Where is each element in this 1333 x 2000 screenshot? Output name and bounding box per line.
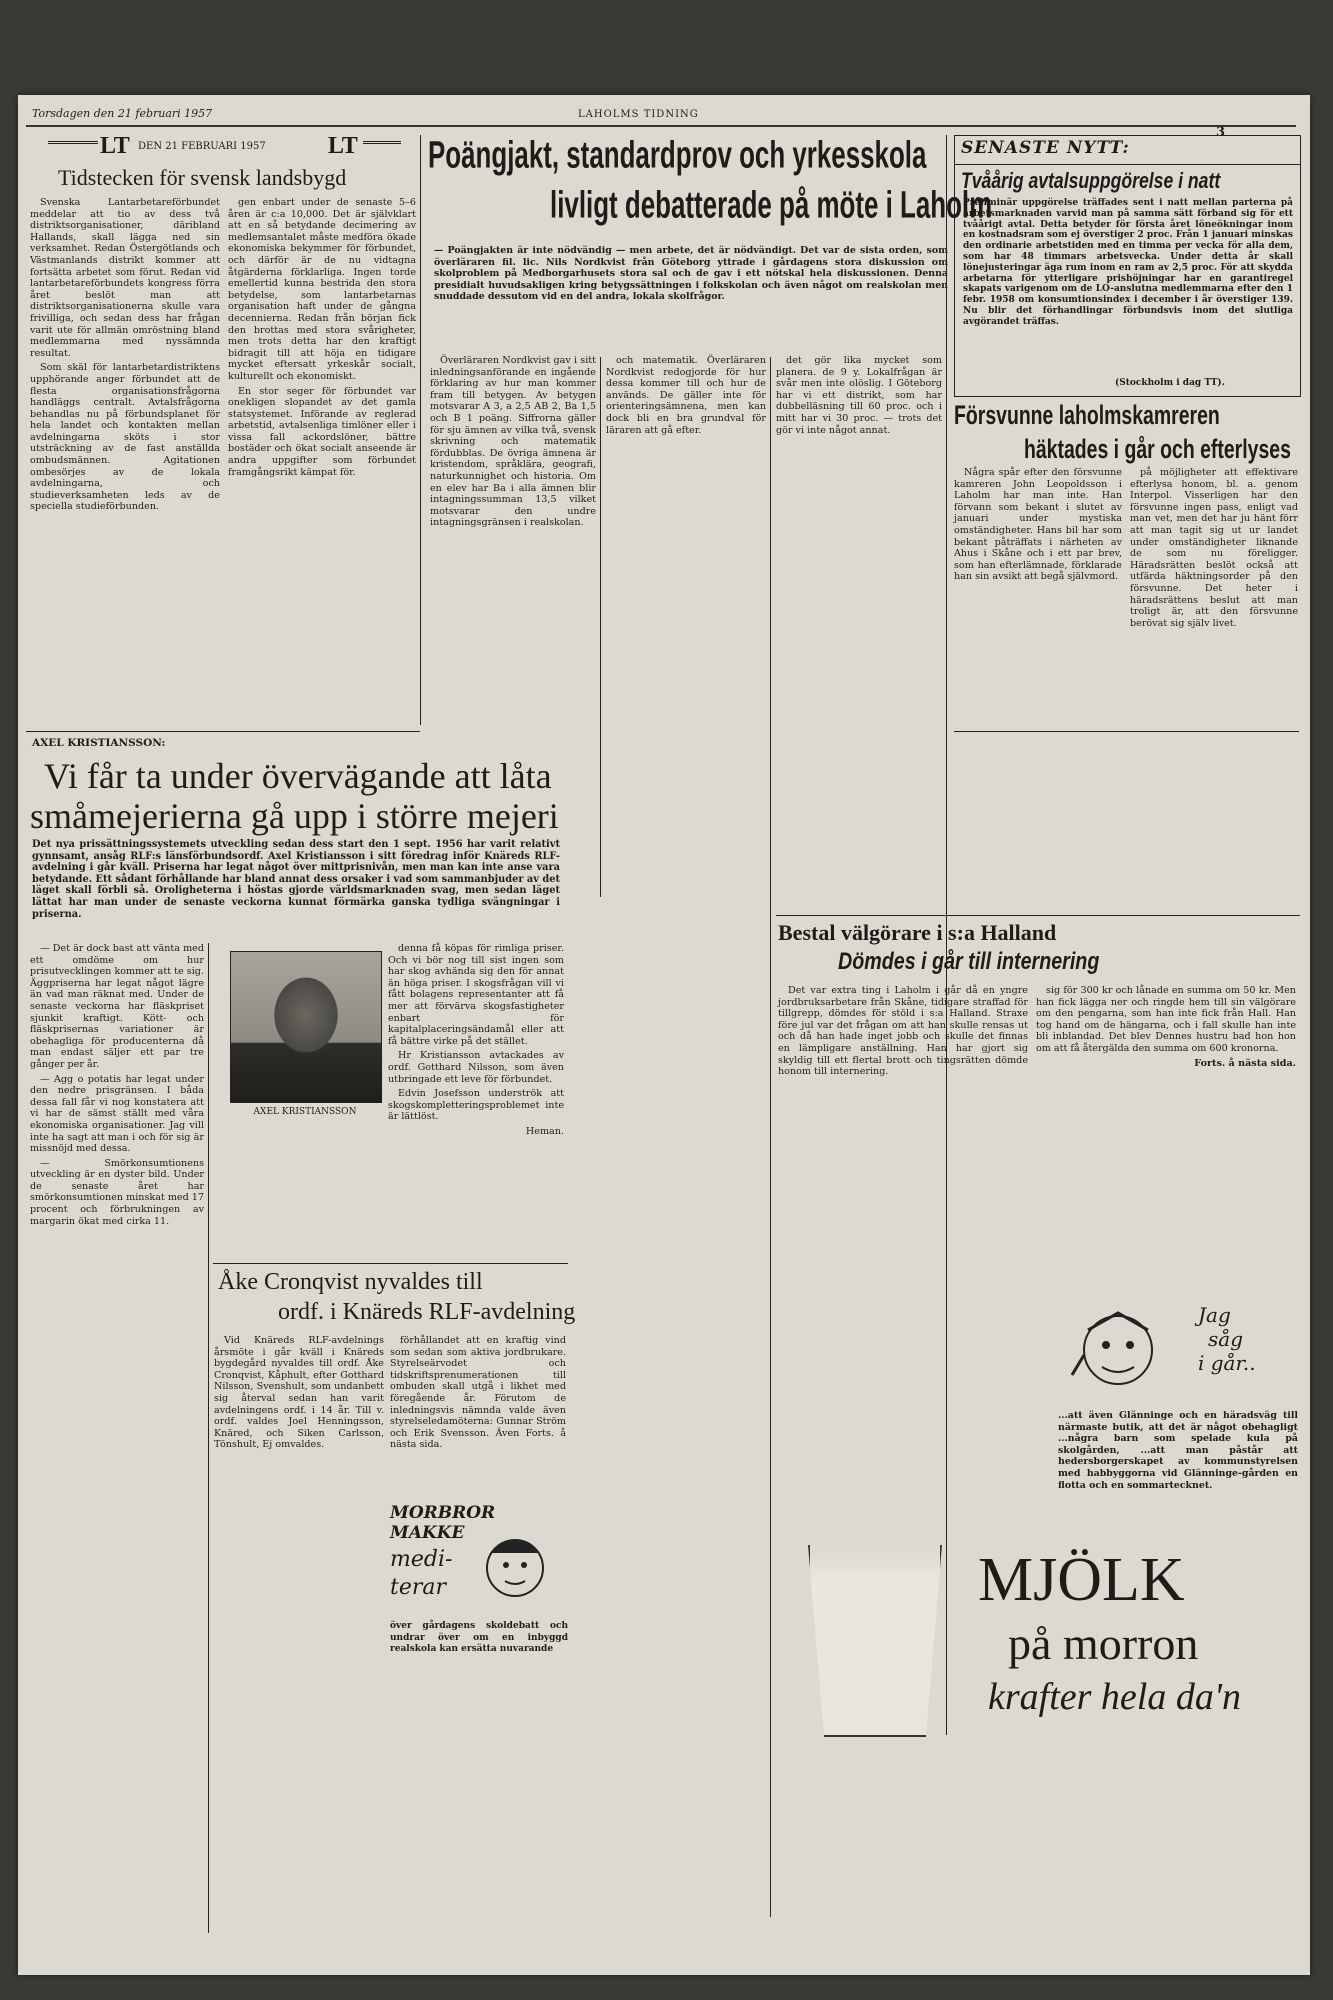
forsvunne-headline: Försvunne laholmskamreren häktades i går och efterlyses — [954, 400, 1291, 464]
jag-sag-box: Jag såg i går.. ...att även Glänninge och en häradsväg till närmaste butik, att det är något obehagligt ...några barn som spelade kula på skolgården, ...att man påstår att hedersborgerskapet av kommunstyrelsen med habbyggorna vid Glänninge-gården en flotta och en sommartecknet. — [1058, 1295, 1298, 1525]
photo-caption: AXEL KRISTIANSSON — [253, 1107, 357, 1117]
cronqvist-headline: Åke Cronqvist nyvaldes till ordf. i Knäreds RLF-avdelning — [218, 1269, 576, 1325]
morbror-makke-box: MORBROR MAKKE medi- terar över gårdagens skoldebatt och undrar över om en inbyggd realskola kan ersätta nuvarande — [390, 1503, 568, 1655]
milk-glass-icon — [808, 1545, 942, 1737]
poangjakt-col2: och matematik. Överläraren Nordkvist redogjorde för hur dessa kommer till och hur de används. De gäller inte för orienteringsämnena, men kan dock bli en bra grundval för läraren att gå efter. — [606, 355, 766, 436]
cronqvist-col2: förhållandet att en kraftig vind som sedan som aktiva jordbrukare. Styrelseärvodet och tidskriftsprenumerationen till ombuden skall utgå i likhet med föregående år. Förutom de inledningsvis nämnda valde även styrelseledamöterna: Gunnar Ström och Erik Svensson. Även Forts. å nästa sida. — [390, 1335, 566, 1451]
poangjakt-col1: Överläraren Nordkvist gav i sitt inledningsanförande en ingående förklaring av hur man kommer fram till betygen. Av betygen motsvarar A 3, a 2,5 AB 2, Ba 1,5 och B 1 poäng. Siffrorna gäller för sju ämnen av vilka två, svensk skrivning och matematik fördubblas. De övriga ämnena är kristendom, språklära, geografi, naturkunnighet och historia. Om en elev har Ba i alla ämnen blir intagningssumman 13,5 vilket motsvarar den undre intagningsgränsen i realskolan. — [430, 355, 596, 529]
poangjakt-col3: det gör lika mycket som planera. de 9 y. Lokalfrågan är svår men inte olöslig. I Göteborg har vi ett distrikt, som har dubbelläsning till 60 proc. och i mitt har vi 30 proc. — trots det gör vi inte något annat. — [776, 355, 942, 436]
senaste-headline: Tvåårig avtalsuppgörelse i natt — [961, 168, 1221, 193]
forsvunne-col1: Några spår efter den försvunne kamreren John Leopoldsson i Laholm har man inte. Han förvann som bekant i slutet av januari under mystiska omständigheter. Hans bil har som bekant påträffats i närheten av Ahus i Skåne och i ett par brev, som han efterlämnade, förklarade han sin avsikt att begå självmord. — [954, 467, 1122, 583]
bestal-col1: Det var extra ting i Laholm i går då en yngre jordbruksarbetare från Skåne, tidigare straffad för tillgrepp, dömdes för stöld i s:a Halland. Straxe före jul var det frågan om att han skulle rensas ut och då han hade inget jobb och skulle det finnas en lämpligare anställning. Han har gjort sig skyldig till ett flertal brott och tingsrätten dömde honom till internering. — [778, 985, 1028, 1078]
tidstecken-col1: Svenska Lantarbetareförbundet meddelar att tio av dess två distriktsorganisationer, däribland Hallands, skall lägga ned sin verksamhet. Redan Östergötlands och Västmanlands distrikt kommer att fortsätta arbetet som förut. Redan vid lantarbetareförbundets kongress förra året beslöt man att distriktsorganisationerna skulle vara frivilliga, och sedan dess har frågan varit ute för allmän omröstning bland medlemmarna med nyssämnda resultat. Som skäl för lantarbetardistriktens upphörande anger förbundet att de flesta organisationsfrågorna handläggs centralt. Avtalsfrågorna behandlas nu på förbundsplanet för hela landet och kontakten mellan avdelningarna sköts i stor utsträckning av de fast anställda ombudsmännen. Agitationen ombesörjes av de lokala avdelningarna, och studieverksamheten leds av de speciella studieförbunden. — [30, 197, 220, 513]
poangjakt-lead: — Poängjakten är inte nödvändig — men arbete, det är nödvändigt. Det var de sista orden, som överläraren fil. lic. Nils Nordkvist från Göteborg yttrade i gårdagens stora diskussion om skolproblem på Medborgarhusets stora sal och de gav i ett nötskal hela diskussionen. Denna presidialt huvudsakligen kring betygssättningen i folkskolan och även något om realskolan men snuddade dessutom vid en del andra, lokala skolfrågor. — [434, 245, 948, 303]
senaste-source: (Stockholm i dag TT). — [1115, 378, 1225, 388]
kristiansson-headline: Vi får ta under övervägande att låta småmejerierna gå upp i större mejeri — [30, 756, 559, 836]
senaste-nytt-box — [954, 135, 1301, 397]
kristiansson-lead: Det nya prissättningssystemets utveckling sedan dess start den 1 sept. 1956 har varit relativt gynnsamt, ansåg RLF:s länsförbundsordf. Axel Kristiansson i sitt föredrag inför Knäreds RLF-avdelning i går kväll. Priserna har legat något över mittprisnivån, men man kan inte anse vara betydande. Ett sådant förhållande har bland annat dess orsaker i vad som sammanbjuder av det läget skall förbli så. Oroligheterna i höstas gjorde världsmarknaden svag, men sedan läget lättat har man under de senaste veckorna kunnat förmärka ganska tydliga svängningar i priserna. — [32, 839, 560, 920]
kristiansson-col3: denna få köpas för rimliga priser. Och vi bör nog till sist ingen som har skog avhända sig den för annat än höga priser. I skogsfrågan vill vi fått bolagens representanter att få mer att förvärva skogsfastigheter enbart för kapitalplaceringsändamål eller att få bättre virke på det stället. Hr Kristiansson avtackades av ordf. Gotthard Nilsson, som även utbringade ett leve för förbundet. Edvin Josefsson underströk att skogskompletteringsproblemet inte är lättlöst. Heman. — [388, 943, 564, 1137]
bestal-col2: sig för 300 kr och lånade en summa om 50 kr. Men han fick lägga ner och ringde hem till sin välgörare om den pengarna, som han inte fick från Hall. Han tog hand om de hängarna, och i fall skulle han inte bli inblandad. Det blev Dennes hustru bad hon hon om att få återgälda den summa om 600 kronorna. Forts. å nästa sida. — [1036, 985, 1296, 1069]
kristiansson-col1: — Det är dock bast att vänta med ett omdöme om hur prisutvecklingen kommer att te sig. Äggpriserna har legat något lägre än vad man räknat med. Under de senaste veckorna har fläskpriset sjunkit kraftigt. Kött- och fläskprisernas variationer är obehagliga för producenterna då man endast säljer ett par tre gånger per år. — Agg o potatis har legat under den nedre prisgränsen. I båda dessa fall får vi nog konstatera att vi har de sämst ställt med våra ekonomiska organisationer. Jag vill inte ha sagt att man i och för sig är missnöjd med dessa. — Smörkonsumtionens utveckling är en dyster bild. Under de senaste året har smörkonsumtionen minskat med 17 procent och förbrukningen av margarin ökat med cirka 11. — [30, 943, 205, 1227]
senaste-nytt-label: SENASTE NYTT: — [961, 138, 1130, 158]
senaste-text: Preliminär uppgörelse träffades sent i natt mellan parterna på arbetsmarknaden varvid man på samma sätt förband sig för ett tvåårigt avtal. Detta betyder för första året löneökningar inom en kostnadsram som ej överstiger 2 proc. Från 1 januari minskas den ordinarie arbetstiden med en timma per vecka för alla dem, som har 48 timmars arbetsvecka. Under detta år skall lönejusteringar äga rum inom en ram av 2,5 proc. För att skydda arbetarna för ytterligare prishöjningar har en garantiregel skapats varigenom om de LO-anslutna medlemmarna efter den 1 febr. 1958 om konsumtionsindex i december i år överstiger 139. Nu blir det förhandlingar förbundsvis inom det slutliga avgörandet träffas. — [963, 198, 1293, 327]
bestal-headline: Bestal välgörare i s:a Halland Dömdes i går till internering — [778, 920, 1100, 975]
newspaper-name: LAHOLMS TIDNING — [578, 109, 699, 120]
mjolk-ad: MJÖLK på morron krafter hela da'n — [778, 1535, 1300, 1745]
poangjakt-headline: Poängjakt, standardprov och yrkesskola livligt debatterade på möte i Laholm — [428, 133, 993, 227]
page-number: 3 — [1216, 125, 1226, 140]
lt-logo-left: LT — [100, 133, 130, 159]
newspaper-page — [18, 95, 1310, 1975]
lt-header — [38, 133, 408, 161]
lt-header-date: DEN 21 FEBRUARI 1957 — [138, 141, 266, 152]
cronqvist-col1: Vid Knäreds RLF-avdelnings årsmöte i går kväll i Knäreds bygdegård nyvaldes till ordf. Åke Cronqvist, Kåphult, efter Gotthard Nilsson, Svenshult, som undanbett sig återval sedan han varit avdelningens ordf. i 14 år. Till v. ordf. valdes Joel Henningsson, Knäred, och Siken Carlsson, Tönshult, Ej omvaldes. — [214, 1335, 384, 1451]
lt-logo-right: LT — [328, 133, 358, 159]
page-date: Torsdagen den 21 februari 1957 — [32, 107, 213, 120]
tidstecken-col2: gen enbart under de senaste 5–6 åren är c:a 10,000. Det är självklart att en så betydande decimering av medlemsantalet måste medföra ökade ekonomiska bekymmer för förbundet, och därför är de nu vidtagna åtgärderna förklarliga. Ingen torde emellertid kunna bestrida den stora betydelse, som lantarbetarnas organisation haft under de gångna decennierna. Redan från början fick den brottas med stora svårigheter, men trots detta har den kraftigt bidragit till att höja en tidigare mycket eftersatt yrkeskår socialt, kulturellt och ekonomiskt. En stor seger för förbundet var onekligen slopandet av det gamla statsystemet. Införande av reglerad arbetstid, avtalsenliga timlöner eller i vissa fall ackordslöner, bättre bostäder och ökat socialt anseende är andra uppgifter som förbundet framgångsrikt kämpat för. — [228, 197, 416, 478]
cartoon-man-icon — [1058, 1295, 1178, 1405]
forsvunne-col2: på möjligheter att effektivare efterlysa honom, bl. a. genom Interpol. Visserligen har den försvunne ingen pass, enligt vad man vet, men det har ju hänt förr att man tagit sig ut ur landet under omständigheter liknande de som nu föreligger. Häradsrätten beslöt också att utfärda häktningsorder på den försvunne. Det heter i häradsrättens beslut att man troligt är, att den försvunne berövat sig själv livet. — [1130, 467, 1298, 629]
makke-cartoon-icon — [470, 1523, 560, 1613]
tidstecken-headline: Tidstecken för svensk landsbygd — [58, 165, 347, 190]
kristiansson-photo — [230, 951, 382, 1103]
kristiansson-byline: AXEL KRISTIANSSON: — [32, 737, 166, 749]
